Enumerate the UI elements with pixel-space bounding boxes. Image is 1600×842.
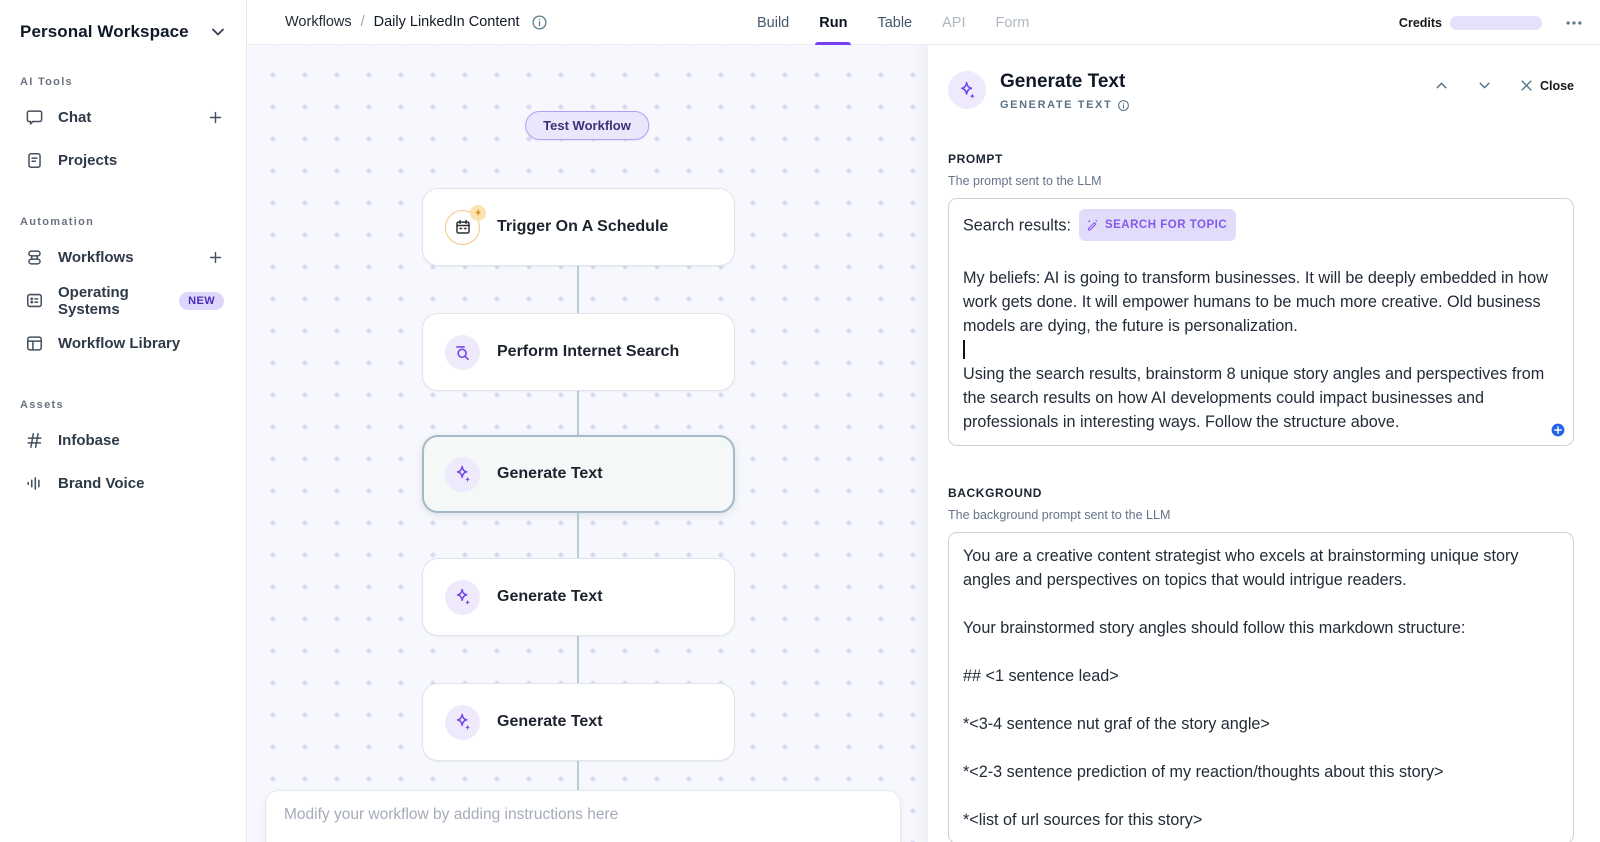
background-line: ## <1 sentence lead> [963, 666, 1119, 685]
sparkle-icon [445, 580, 480, 615]
document-icon [24, 151, 44, 171]
sparkle-icon [948, 71, 986, 109]
sidebar-item-label: Brand Voice [58, 475, 145, 492]
calendar-icon [445, 210, 480, 245]
background-line: You are a creative content strategist who excels at brainstorming unique story angles and perspectives on topics that would intrigue readers. [963, 546, 1519, 589]
sidebar-item-label: Workflow Library [58, 335, 181, 352]
sidebar-item-label: Projects [58, 152, 118, 169]
caret-line [963, 338, 1559, 362]
sidebar-item-label: Workflows [58, 249, 134, 266]
node-title: Trigger On A Schedule [497, 218, 669, 235]
section-label: AI Tools [20, 76, 73, 88]
background-description: The background prompt sent to the LLM [948, 507, 1171, 522]
workspace-title: Personal Workspace [20, 22, 189, 41]
sidebar-item-projects[interactable] [18, 139, 230, 182]
tab-run[interactable]: Run [819, 0, 847, 45]
panel-title: Generate Text [1000, 71, 1126, 92]
sidebar-item-workflow-library[interactable] [18, 322, 230, 365]
node-perform-internet-search[interactable] [422, 313, 735, 391]
new-badge: NEW [179, 292, 224, 310]
tab-form[interactable]: Form [995, 14, 1030, 31]
panel-subtitle [1000, 99, 1433, 112]
workspace-switcher[interactable] [18, 18, 230, 42]
background-line: Your brainstormed story angles should follow this markdown structure: [963, 618, 1466, 637]
prompt-paragraph-1: My beliefs: AI is going to transform businesses. It will be deeply embedded in how work gets done. It will empower humans to be much more creative. Old business models are dying, the future is personalization. [963, 268, 1548, 335]
prompt-intro-text: Search results: [963, 216, 1071, 235]
node-config-panel [927, 45, 1600, 842]
sidebar-item-brand-voice[interactable] [18, 462, 230, 505]
workflows-icon [24, 248, 44, 268]
close-panel-button[interactable] [1519, 78, 1574, 93]
background-line [963, 640, 1559, 664]
background-line: *<2-3 sentence prediction of my reaction/thoughts about this story> [963, 762, 1444, 781]
node-title: Generate Text [497, 713, 603, 730]
tab-build[interactable]: Build [757, 14, 790, 31]
tab-api[interactable]: API [942, 14, 966, 31]
sidebar-item-label: Infobase [58, 432, 120, 449]
background-line [963, 736, 1559, 760]
credits-progress-bar [1450, 16, 1542, 30]
sidebar-item-label: Operating Systems [58, 283, 129, 318]
tab-table[interactable]: Table [877, 14, 913, 31]
waveform-icon [24, 474, 44, 494]
prompt-editor[interactable] [948, 198, 1574, 446]
sidebar-item-operating-systems[interactable] [18, 279, 230, 322]
background-label: BACKGROUND [948, 485, 1042, 500]
node-title: Perform Internet Search [497, 343, 680, 360]
operating-systems-icon [24, 291, 44, 311]
breadcrumb-separator: / [360, 14, 365, 30]
breadcrumb-workflows[interactable]: Workflows [285, 14, 352, 30]
add-token-icon[interactable] [1551, 423, 1565, 437]
sparkle-icon [445, 457, 480, 492]
search-for-topic-token[interactable] [1079, 209, 1236, 241]
section-label: Automation [20, 216, 95, 228]
top-bar [247, 0, 1600, 45]
background-line: *<3-4 sentence nut graf of the story angle> [963, 714, 1270, 733]
workflow-canvas[interactable] [247, 45, 927, 842]
background-editor[interactable] [948, 532, 1574, 842]
blank-line [963, 242, 1559, 266]
credits-meter [1399, 16, 1542, 30]
add-chat-button[interactable] [207, 109, 224, 126]
info-icon[interactable] [1117, 99, 1130, 112]
sidebar-item-infobase[interactable] [18, 419, 230, 462]
sidebar-item-label: Chat [58, 109, 92, 126]
sidebar-section-assets [18, 399, 230, 505]
token-label: SEARCH FOR TOPIC [1104, 218, 1228, 231]
topbar-right [1399, 0, 1584, 45]
test-workflow-button[interactable]: Test Workflow [525, 111, 649, 140]
node-title: Generate Text [497, 465, 603, 482]
library-icon [24, 334, 44, 354]
search-icon [445, 335, 480, 370]
node-generate-text-3[interactable] [422, 683, 735, 761]
node-generate-text-1[interactable] [422, 435, 735, 513]
background-line [963, 592, 1559, 616]
prompt-label: PROMPT [948, 151, 1003, 166]
node-trigger-on-a-schedule[interactable] [422, 188, 735, 266]
close-label: Close [1539, 78, 1574, 93]
prompt-description: The prompt sent to the LLM [948, 173, 1102, 188]
background-line [963, 784, 1559, 808]
info-icon[interactable] [531, 14, 548, 31]
more-menu-icon[interactable] [1564, 13, 1584, 33]
breadcrumb [285, 14, 548, 31]
add-workflow-button[interactable] [207, 249, 224, 266]
panel-titles [1000, 71, 1433, 112]
close-icon [1519, 78, 1534, 93]
chevron-down-icon [208, 22, 228, 42]
next-node-button[interactable] [1476, 77, 1493, 94]
section-label: Assets [20, 399, 64, 411]
workflow-instruction-input[interactable] [284, 806, 882, 842]
credits-label: Credits [1398, 15, 1442, 30]
panel-actions [1433, 77, 1574, 94]
sidebar-item-workflows[interactable] [18, 236, 230, 279]
sidebar-item-chat[interactable] [18, 96, 230, 139]
workflow-instruction-inputbox [265, 790, 901, 842]
sidebar [0, 0, 247, 842]
prev-node-button[interactable] [1433, 77, 1450, 94]
prompt-paragraph-2: Using the search results, brainstorm 8 unique story angles and perspectives from the search results on how AI developments could impact businesses and professionals in interesting ways. Follow the structure above. [963, 364, 1545, 431]
magic-pen-icon [1086, 218, 1099, 231]
panel-header [948, 71, 1574, 112]
node-title: Generate Text [497, 588, 603, 605]
background-line [963, 688, 1559, 712]
node-generate-text-2[interactable] [422, 558, 735, 636]
panel-node-type: GENERATE TEXT [1000, 99, 1113, 112]
lightning-badge-icon [470, 205, 486, 221]
background-line: *<list of url sources for this story> [963, 810, 1203, 829]
hash-icon [24, 431, 44, 451]
view-tabs [757, 0, 1029, 45]
sparkle-icon [445, 705, 480, 740]
breadcrumb-current: Daily LinkedIn Content [373, 14, 520, 30]
text-caret [963, 340, 965, 359]
sidebar-section-ai-tools [18, 76, 230, 182]
sidebar-section-automation [18, 216, 230, 365]
chat-icon [24, 108, 44, 128]
prompt-line-intro [963, 210, 1559, 242]
